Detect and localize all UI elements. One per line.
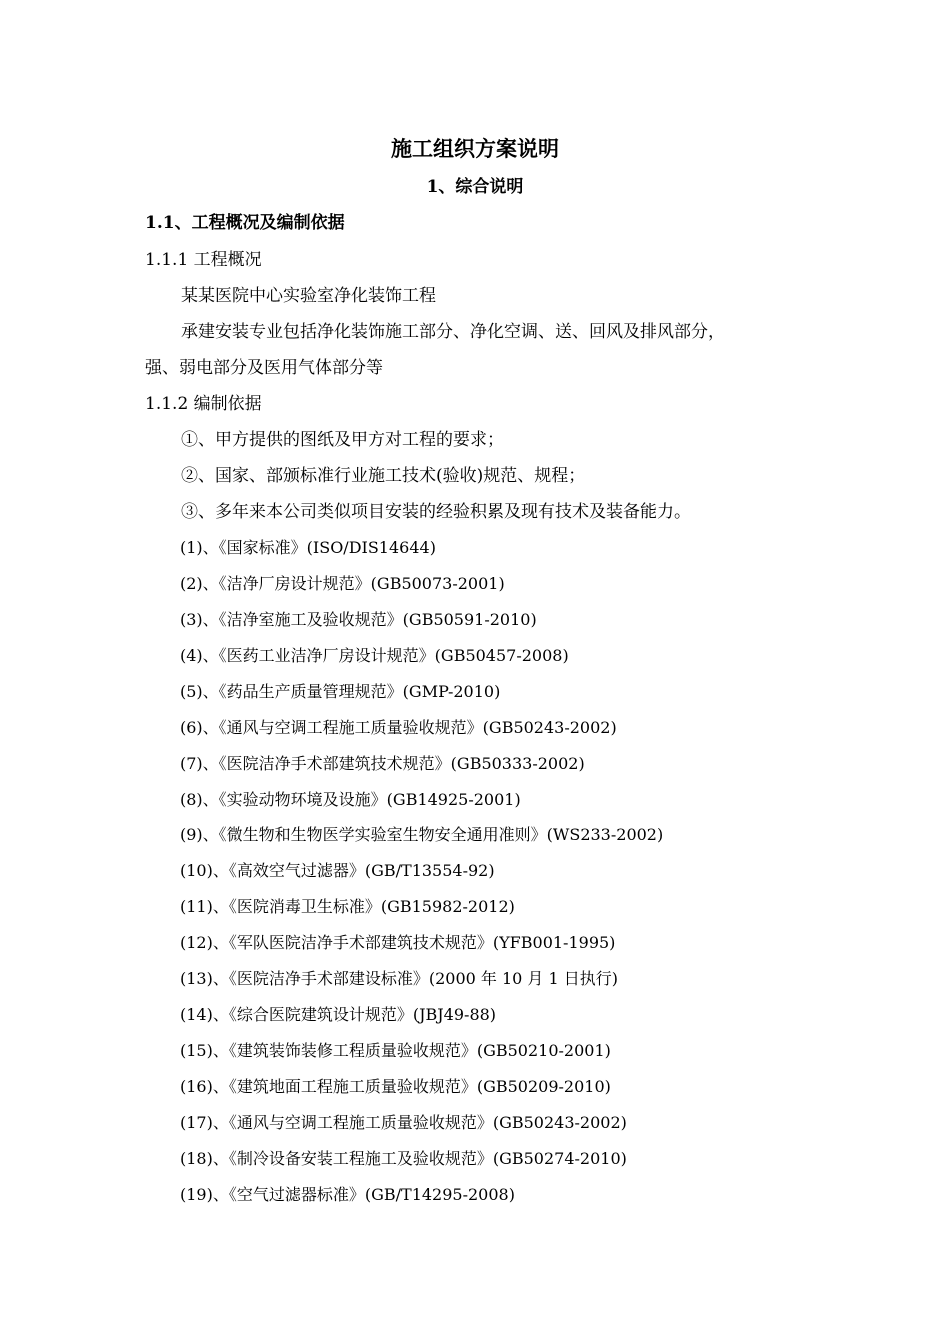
reference-item: (16)、《建筑地面工程施工质量验收规范》(GB50209-2010): [180, 1077, 611, 1096]
reference-item: (1)、《国家标准》(ISO/DIS14644): [180, 538, 436, 557]
reference-item: (18)、《制冷设备安装工程施工及验收规范》(GB50274-2010): [180, 1149, 627, 1168]
reference-item: (12)、《军队医院洁净手术部建筑技术规范》(YFB001-1995): [180, 933, 616, 952]
reference-item: (9)、《微生物和生物医学实验室生物安全通用准则》(WS233-2002): [180, 825, 664, 844]
reference-item: (3)、《洁净室施工及验收规范》(GB50591-2010): [180, 610, 537, 629]
reference-item: (15)、《建筑装饰装修工程质量验收规范》(GB50210-2001): [180, 1041, 611, 1060]
reference-item: (7)、《医院洁净手术部建筑技术规范》(GB50333-2002): [180, 754, 585, 773]
basis-item: ①、甲方提供的图纸及甲方对工程的要求；: [181, 430, 504, 450]
reference-item: (6)、《通风与空调工程施工质量验收规范》(GB50243-2002): [180, 718, 617, 737]
section-heading-1-1-1: 1.1.1 工程概况: [145, 250, 262, 270]
reference-item: (4)、《医药工业洁净厂房设计规范》(GB50457-2008): [180, 646, 569, 665]
scope-paragraph-line-2: 强、弱电部分及医用气体部分等: [145, 358, 383, 378]
section-heading-1: 1、综合说明: [426, 177, 524, 197]
scope-paragraph-line-1: 承建安装专业包括净化装饰施工部分、净化空调、送、回风及排风部分，: [181, 322, 725, 342]
basis-item: ②、国家、部颁标准行业施工技术(验收)规范、规程；: [181, 466, 586, 486]
section-heading-1-1-2: 1.1.2 编制依据: [145, 394, 262, 414]
reference-item: (2)、《洁净厂房设计规范》(GB50073-2001): [180, 574, 505, 593]
section-heading-1-1: 1.1、工程概况及编制依据: [145, 213, 345, 233]
reference-item: (5)、《药品生产质量管理规范》(GMP-2010): [180, 682, 501, 701]
basis-item: ③、多年来本公司类似项目安装的经验积累及现有技术及装备能力。: [181, 502, 691, 522]
page-title: 施工组织方案说明: [391, 136, 559, 161]
reference-item: (10)、《高效空气过滤器》(GB/T13554-92): [180, 861, 495, 880]
reference-item: (13)、《医院洁净手术部建设标准》(2000 年 10 月 1 日执行): [180, 969, 619, 988]
reference-item: (14)、《综合医院建筑设计规范》(JBJ49-88): [180, 1005, 497, 1024]
reference-item: (17)、《通风与空调工程施工质量验收规范》(GB50243-2002): [180, 1113, 627, 1132]
reference-item: (11)、《医院消毒卫生标准》(GB15982-2012): [180, 897, 515, 916]
reference-item: (8)、《实验动物环境及设施》(GB14925-2001): [180, 790, 521, 809]
project-name: 某某医院中心实验室净化装饰工程: [181, 286, 436, 306]
reference-item: (19)、《空气过滤器标准》(GB/T14295-2008): [180, 1185, 515, 1204]
